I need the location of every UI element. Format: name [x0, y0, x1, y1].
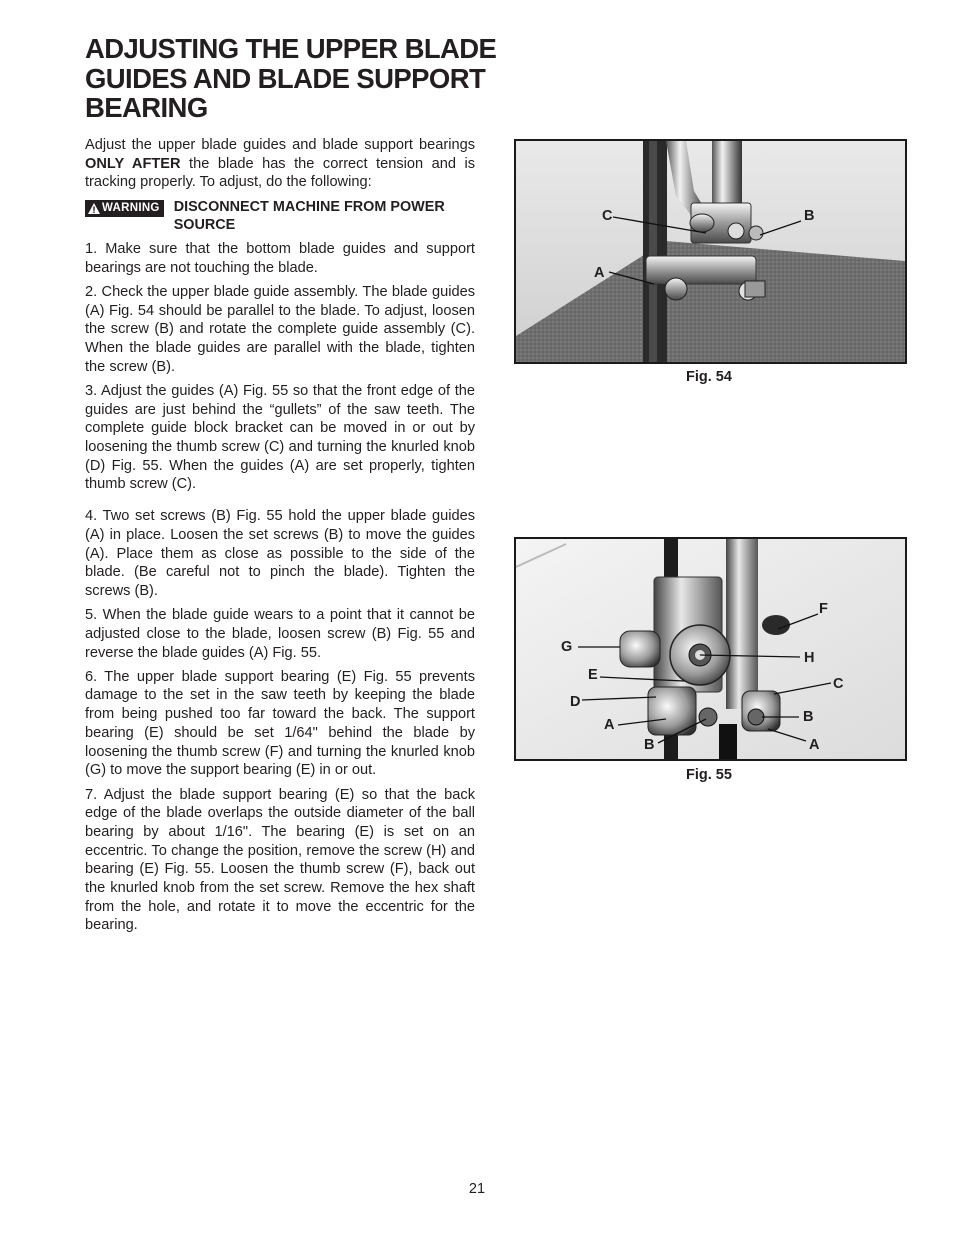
figure-55: [514, 537, 907, 761]
fig55-label-d: D: [570, 694, 581, 710]
intro-paragraph: [85, 136, 475, 192]
fig55-label-a-left: A: [604, 717, 615, 733]
fig54-label-a: A: [594, 265, 605, 281]
instructions-column: [85, 136, 475, 941]
fig55-caption: Fig. 55: [686, 767, 732, 783]
blade-guide-photo-54: [516, 141, 905, 362]
warning-text: DISCONNECT MACHINE FROM POWER SOURCE: [173, 198, 445, 234]
fig55-label-b-right: B: [803, 709, 814, 725]
fig55-label-c: C: [833, 676, 844, 692]
step-2: 2. Check the upper blade guide assembly. The blade guides (A) Fig. 54 should be parallel to the blade. To adjust, loosen the screw (B) and rotate the complete guide assembly (C). When the blade guides are parallel with the blade, tighten the screw (B).: [85, 283, 475, 375]
step-5: 5. When the blade guide wears to a point that it cannot be adjusted close to the blade, loosen screw (B) Fig. 55 and reverse the blade guides (A) Fig. 55.: [85, 607, 475, 661]
figure-54: [514, 139, 907, 364]
warning-badge-label: WARNING: [102, 201, 160, 214]
page-title: ADJUSTING THE UPPER BLADE GUIDES AND BLADE SUPPORT BEARING: [85, 33, 497, 123]
fig55-label-a-right: A: [809, 737, 820, 753]
fig55-label-f: F: [819, 601, 828, 617]
fig55-label-e: E: [588, 667, 598, 683]
intro-text-end: the blade has the correct tension and is tracking properly. To adjust, do the following:: [85, 155, 475, 191]
intro-text-start: Adjust the upper blade guides and blade support bearings: [85, 137, 475, 153]
blade-guide-photo-55: [516, 539, 905, 759]
warning-notice: [85, 198, 475, 235]
warning-triangle-icon: [88, 203, 100, 214]
fig54-caption: Fig. 54: [686, 369, 732, 385]
step-7: 7. Adjust the blade support bearing (E) so that the back edge of the blade overlaps the outside diameter of the ball bearing by about 1/16". The bearing (E) is set on an eccentric. To change the position, remove the screw (H) and bearing (E) Fig. 55. Loosen the thumb screw (F), back out the knurled knob from the set screw. Remove the hex shaft from the hole, and rotate it to move the eccentric for the bearing.: [85, 786, 475, 934]
step-6: 6. The upper blade support bearing (E) Fig. 55 prevents damage to the set in the saw teeth by keeping the blade from being pushed too far toward the back. The support bearing (E) should be set 1/64" behind the blade by loosening the thumb screw (F) and turning the knurled knob (G) to move the support bearing (E) in or out.: [85, 668, 475, 779]
intro-bold: ONLY AFTER: [85, 155, 181, 172]
fig54-label-b: B: [804, 208, 815, 224]
step-3: 3. Adjust the guides (A) Fig. 55 so that the front edge of the guides are just behind the “gullets” of the saw teeth. The complete guide block bracket can be moved in or out by loosening the thumb screw (C) and turning the knurled knob (D) Fig. 55. When the guides (A) are set properly, tighten thumb screw (C).: [85, 382, 475, 493]
fig55-label-h: H: [804, 650, 815, 666]
step-4: 4. Two set screws (B) Fig. 55 hold the upper blade guides (A) in place. Loosen the set screws (B) to move the guides (A). Place them as close as possible to the side of the blade. (Be careful not to pinch the blade). Tighten the screws (B).: [85, 508, 475, 599]
step-1: 1. Make sure that the bottom blade guides and support bearings are not touching the blade.: [85, 241, 475, 276]
fig55-label-b-left: B: [644, 737, 655, 753]
fig54-label-c: C: [602, 208, 613, 224]
warning-badge: [85, 200, 164, 217]
fig55-label-g: G: [561, 639, 573, 655]
page-number: 21: [468, 1181, 486, 1197]
